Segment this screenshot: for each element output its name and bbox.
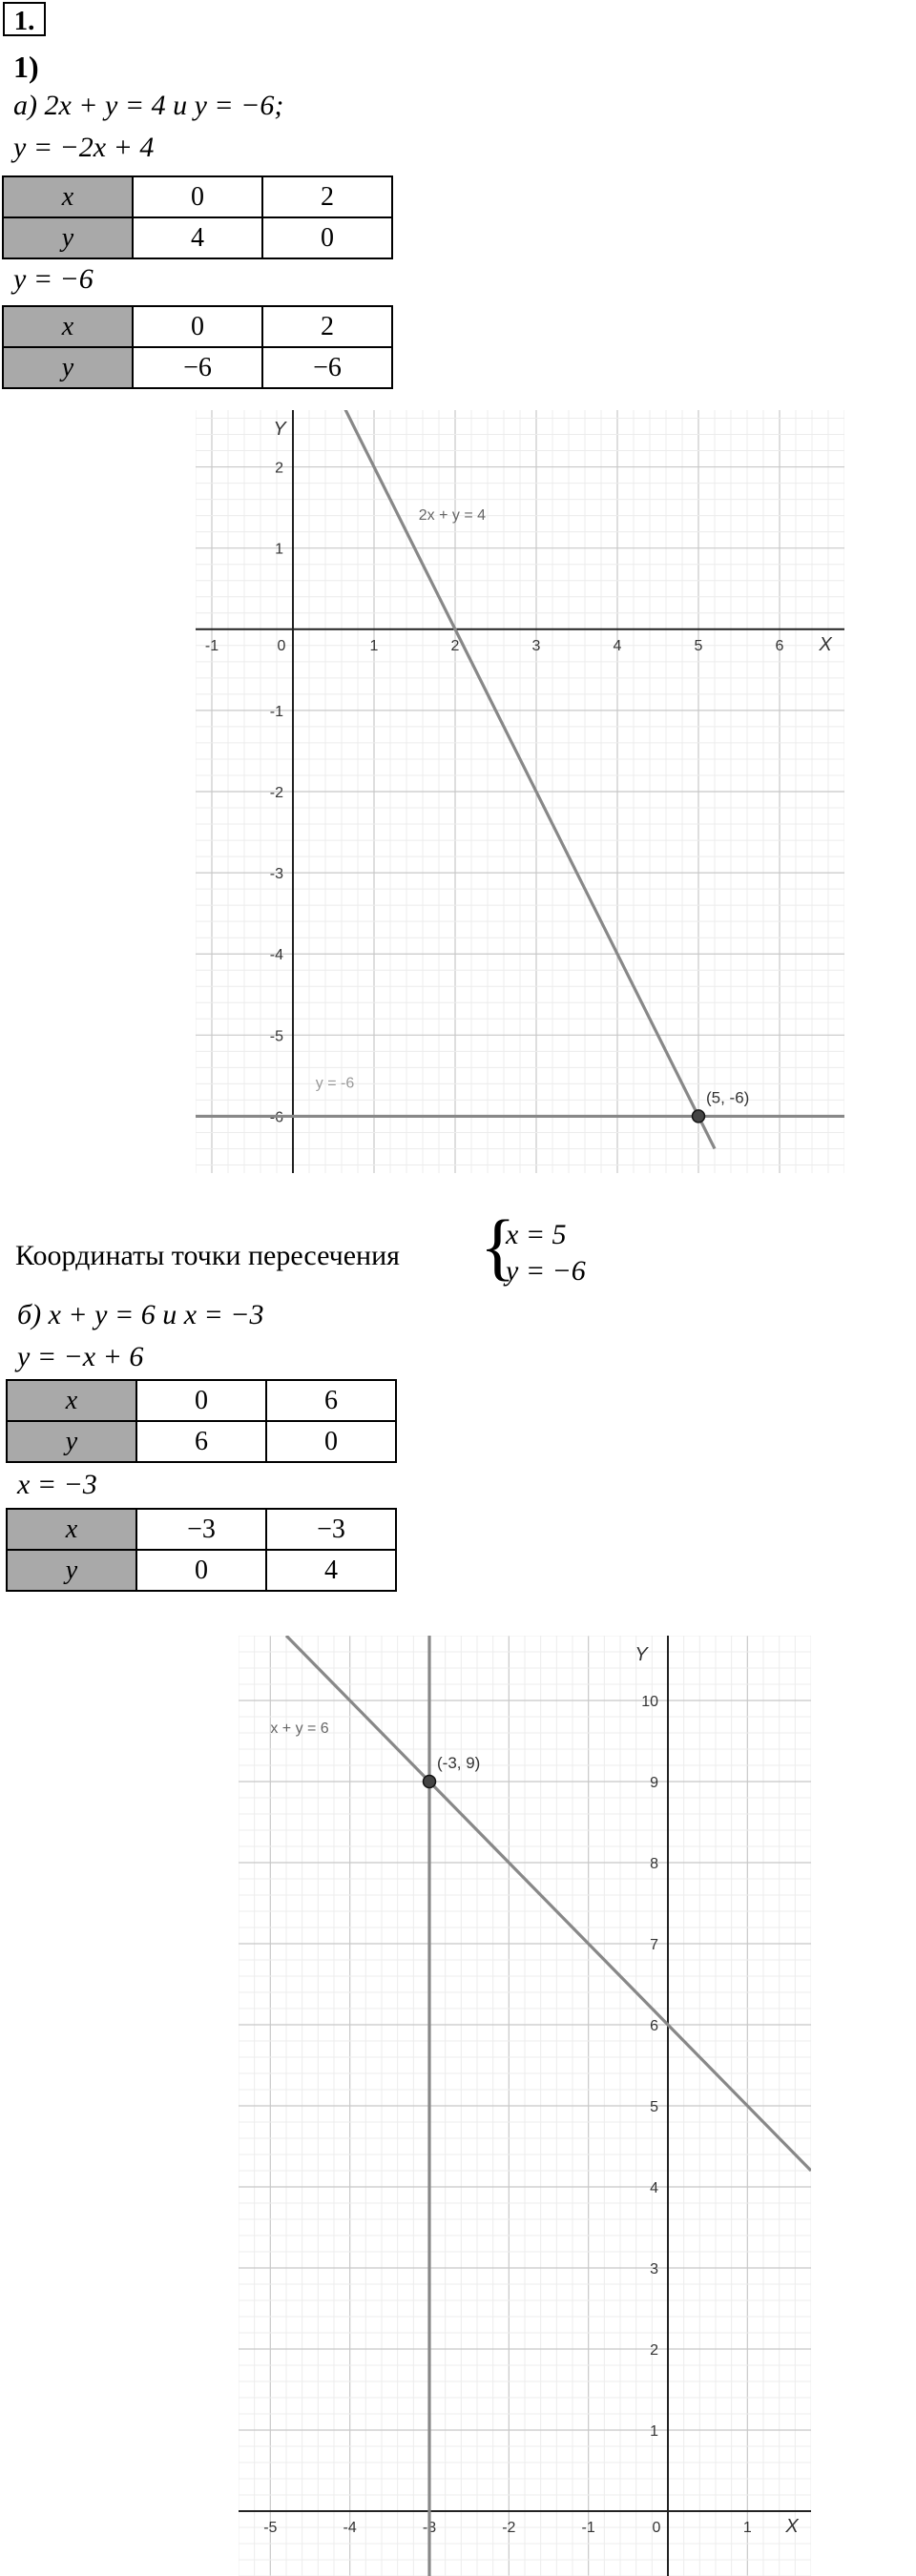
graph-b [239,1636,811,2576]
table-header-cell: x [7,1380,136,1421]
table-cell: 4 [266,1550,396,1591]
task-number: 1. [3,2,46,36]
point-label: (-3, 9) [437,1754,481,1772]
point-label: (5, -6) [706,1088,750,1107]
table-cell: 0 [262,217,392,258]
y-tick-label: 4 [650,2180,658,2196]
y-tick-label: 8 [650,1856,658,1872]
table-header-cell: x [3,176,133,217]
intersection-point [693,1110,705,1123]
y-tick-label: 9 [650,1775,658,1791]
y-tick-label: 2 [275,460,283,477]
y-tick-label: 5 [650,2099,658,2115]
table-header-cell: x [3,306,133,347]
x-tick-label: -4 [343,2520,357,2536]
part-a-eq1: y = −2x + 4 [13,132,155,163]
table-cell: −6 [133,347,262,388]
y-tick-label: -6 [269,1109,283,1126]
table-cell: 0 [133,306,262,347]
intersection-text: Координаты точки пересечения [15,1240,400,1271]
x-tick-label: 6 [775,637,784,654]
x-tick-label: -2 [502,2520,516,2536]
part-a-heading: а) 2x + y = 4 и y = −6; [13,90,284,121]
x-tick-label: 3 [531,637,541,654]
y-tick-label: 7 [650,1937,658,1953]
x-tick-label: 0 [652,2520,661,2536]
table-cell: −3 [136,1509,266,1550]
part-label: 1) [13,50,39,84]
table-header-cell: y [7,1550,136,1591]
part-a-table2 [2,305,393,389]
table-cell: 0 [136,1380,266,1421]
table-header-cell: y [7,1421,136,1462]
y-axis-label: Y [273,419,286,440]
y-tick-label: 6 [650,2018,658,2034]
intersection-y: y = −6 [506,1255,586,1287]
table-cell: 2 [262,306,392,347]
table-cell: 2 [262,176,392,217]
x-tick-label: -1 [204,637,219,654]
part-a-table1 [2,175,393,259]
intersection-point [424,1776,436,1788]
y-tick-label: 2 [650,2342,658,2359]
line2-label: y = -6 [315,1075,355,1092]
y-tick-label: -2 [269,785,283,801]
part-b-eq1: y = −x + 6 [17,1341,144,1372]
table-header-cell: x [7,1509,136,1550]
x-tick-label: -5 [263,2520,278,2536]
x-axis-label: X [785,2516,799,2537]
x-tick-label: -1 [581,2520,595,2536]
y-tick-label: 10 [641,1694,658,1710]
table-cell: 0 [266,1421,396,1462]
x-tick-label: 1 [369,637,379,654]
series-line [286,1636,811,2171]
x-tick-label: 0 [277,637,286,654]
table-cell: 4 [133,217,262,258]
y-tick-label: 1 [650,2423,658,2440]
y-tick-label: -1 [269,703,283,720]
part-b-eq2: x = −3 [17,1469,97,1500]
graph-a [196,410,844,1173]
y-tick-label: -5 [269,1028,283,1045]
x-tick-label: 4 [613,637,622,654]
table-cell: 6 [266,1380,396,1421]
part-b-heading: б) x + y = 6 и x = −3 [17,1299,264,1330]
table-cell: 0 [136,1550,266,1591]
y-tick-label: 1 [275,541,283,558]
table-cell: 6 [136,1421,266,1462]
intersection-x: x = 5 [506,1219,567,1250]
table-cell: −6 [262,347,392,388]
line1-label: x + y = 6 [270,1721,329,1737]
x-axis-label: X [819,633,832,655]
line1-label: 2x + y = 4 [418,506,487,524]
part-a-eq2: y = −6 [13,263,94,295]
x-tick-label: 1 [742,2520,752,2536]
y-tick-label: -3 [269,866,283,883]
x-tick-label: 5 [694,637,703,654]
table-cell: 0 [133,176,262,217]
part-b-table2 [6,1508,397,1592]
x-tick-label: 2 [450,637,460,654]
part-b-table1 [6,1379,397,1463]
x-tick-label: -3 [422,2520,437,2536]
y-tick-label: -4 [269,947,283,964]
system-brace: { [480,1205,516,1288]
y-tick-label: 3 [650,2261,658,2277]
y-axis-label: Y [635,1644,648,1665]
table-cell: −3 [266,1509,396,1550]
table-header-cell: y [3,217,133,258]
table-header-cell: y [3,347,133,388]
